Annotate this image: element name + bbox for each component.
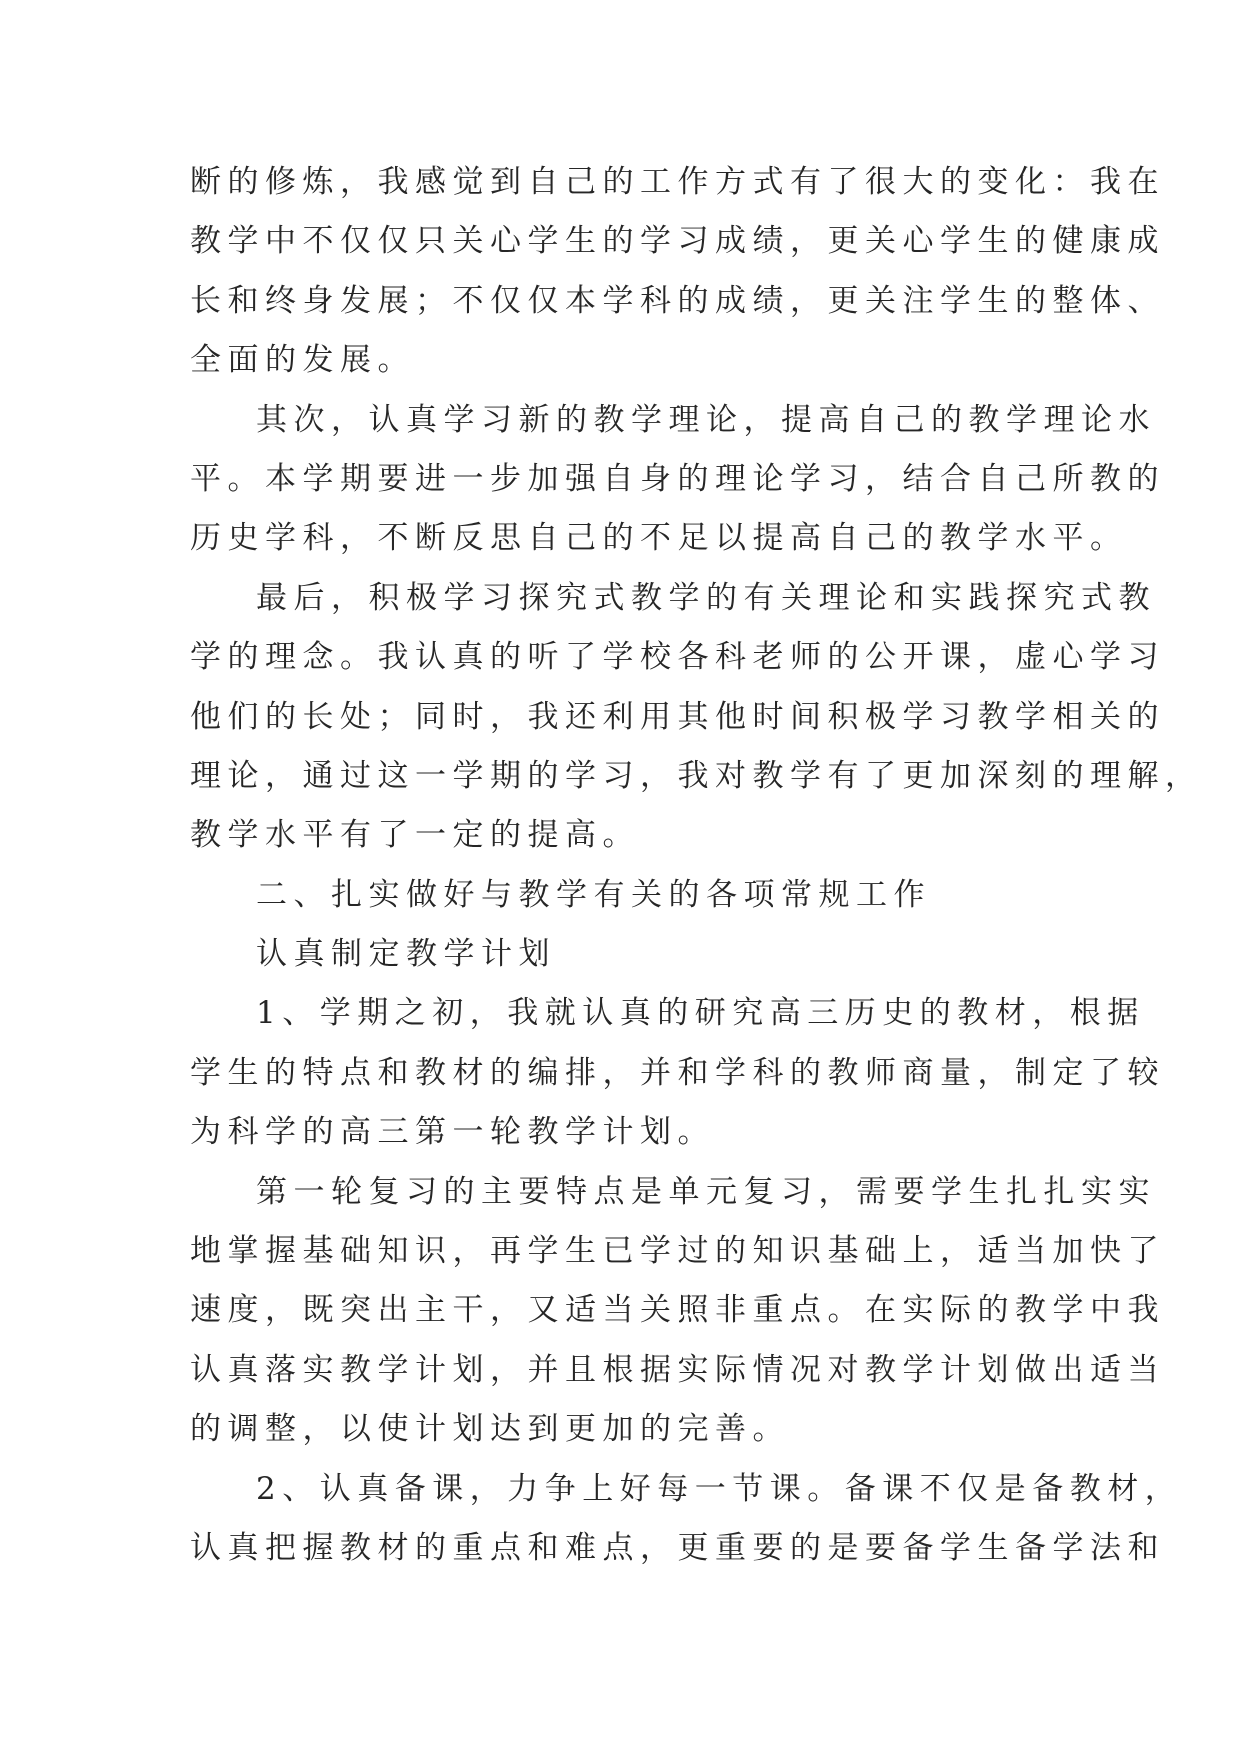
text-line: 的调整，以使计划达到更加的完善。 [190, 1411, 790, 1448]
section-heading: 二、扎实做好与教学有关的各项常规工作 [256, 876, 931, 913]
text-line: 2、认真备课，力争上好每一节课。备课不仅是备教材， [256, 1470, 1183, 1507]
text-line: 学生的特点和教材的编排，并和学科的教师商量，制定了较 [190, 1054, 1165, 1091]
text-line: 理论，通过这一学期的学习，我对教学有了更加深刻的理解， [190, 757, 1203, 794]
text-line: 其次，认真学习新的教学理论，提高自己的教学理论水 [256, 401, 1156, 438]
text-line: 全面的发展。 [190, 342, 415, 379]
text-line: 速度，既突出主干，又适当关照非重点。在实际的教学中我 [190, 1292, 1165, 1329]
text-line: 历史学科，不断反思自己的不足以提高自己的教学水平。 [190, 520, 1128, 557]
text-line: 最后，积极学习探究式教学的有关理论和实践探究式教 [256, 579, 1156, 616]
text-line: 平。本学期要进一步加强自身的理论学习，结合自己所教的 [190, 460, 1165, 497]
text-line: 教学水平有了一定的提高。 [190, 817, 640, 854]
text-line: 断的修炼，我感觉到自己的工作方式有了很大的变化：我在 [190, 164, 1165, 200]
text-line: 认真落实教学计划，并且根据实际情况对教学计划做出适当 [190, 1351, 1165, 1388]
text-line: 他们的长处；同时，我还利用其他时间积极学习教学相关的 [190, 698, 1165, 735]
text-line: 为科学的高三第一轮教学计划。 [190, 1114, 715, 1151]
text-line: 地掌握基础知识，再学生已学过的知识基础上，适当加快了 [190, 1233, 1165, 1270]
text-line: 1、学期之初，我就认真的研究高三历史的教材，根据 [256, 995, 1145, 1032]
text-line: 长和终身发展；不仅仅本学科的成绩，更关注学生的整体、 [190, 282, 1165, 319]
text-line: 教学中不仅仅只关心学生的学习成绩，更关心学生的健康成 [190, 223, 1165, 260]
subsection-heading: 认真制定教学计划 [256, 936, 556, 973]
document-body [190, 153, 1203, 1578]
text-line: 认真把握教材的重点和难点，更重要的是要备学生备学法和 [190, 1529, 1165, 1566]
text-line: 学的理念。我认真的听了学校各科老师的公开课，虚心学习 [190, 639, 1165, 676]
text-line: 第一轮复习的主要特点是单元复习，需要学生扎扎实实 [256, 1173, 1156, 1210]
